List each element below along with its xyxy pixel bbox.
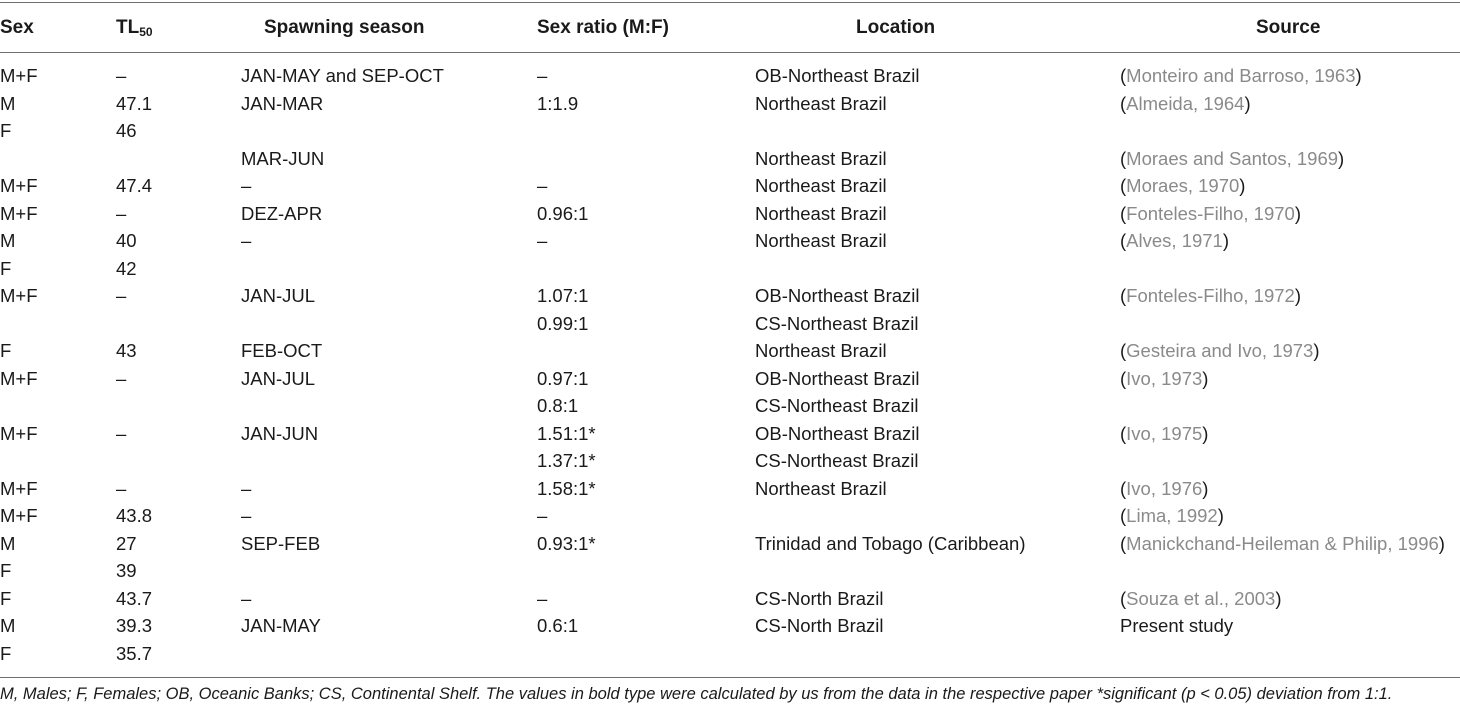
table-row: [0, 365, 1460, 393]
table-top-rule: [0, 2, 1460, 3]
cell-sex: F: [0, 340, 12, 361]
cell-source: [1120, 420, 1208, 448]
cell-sex: M+F: [0, 505, 38, 526]
cell-sex-ratio: 0.99:1: [537, 312, 589, 334]
table-body: [0, 62, 1460, 667]
cell-location: Trinidad and Tobago (Caribbean): [755, 532, 1026, 554]
cell-spawning-season: –: [241, 230, 252, 251]
cell-location: CS-North Brazil: [755, 587, 884, 609]
source-paren-open: (: [1120, 340, 1127, 361]
source-reference-link[interactable]: Monteiro and Barroso, 1963: [1126, 65, 1356, 86]
table-row: [0, 392, 1460, 420]
cell-location: Northeast Brazil: [755, 477, 887, 499]
cell-tl50: –: [116, 285, 127, 306]
source-reference-link[interactable]: Lima, 1992: [1126, 505, 1218, 526]
header-tl-main: TL: [116, 17, 140, 38]
source-reference-link[interactable]: Ivo, 1975: [1126, 422, 1203, 444]
source-paren-open: (: [1120, 65, 1127, 86]
source-paren-close: ): [1355, 65, 1362, 86]
cell-sex-ratio: 0.97:1: [537, 367, 589, 389]
source-paren-close: ): [1222, 230, 1230, 251]
table-row: [0, 585, 1460, 613]
cell-sex-ratio: 0.8:1: [537, 395, 579, 416]
cell-tl50: 46: [116, 120, 137, 141]
cell-sex-ratio: 1.58:1*: [537, 477, 596, 499]
source-reference-link[interactable]: Moraes, 1970: [1126, 175, 1240, 196]
cell-spawning-season: JAN-MAR: [241, 92, 324, 114]
source-text: Present study: [1120, 615, 1234, 636]
cell-sex-ratio: 1.37:1*: [537, 450, 596, 471]
cell-spawning-season: –: [241, 587, 252, 609]
cell-sex: M: [0, 532, 16, 554]
cell-location: Northeast Brazil: [755, 230, 887, 251]
source-paren-close: ): [1275, 587, 1282, 609]
table-row: [0, 557, 1460, 585]
cell-sex-ratio: 1.51:1*: [537, 422, 596, 444]
table-row: [0, 227, 1460, 255]
cell-source: [1120, 62, 1362, 90]
cell-source: [1120, 612, 1233, 640]
cell-tl50: 39.3: [116, 615, 153, 636]
cell-tl50: 42: [116, 257, 137, 279]
table-row: [0, 420, 1460, 448]
cell-tl50: –: [116, 202, 127, 224]
table-header-rule: [0, 52, 1460, 53]
cell-sex: M+F: [0, 202, 38, 224]
cell-source: [1120, 475, 1208, 503]
source-paren-open: (: [1120, 147, 1127, 169]
cell-tl50: 39: [116, 560, 137, 581]
cell-location: CS-Northeast Brazil: [755, 395, 919, 416]
table-row: [0, 145, 1460, 173]
source-paren-open: (: [1120, 587, 1127, 609]
table-row: [0, 640, 1460, 668]
cell-location: Northeast Brazil: [755, 92, 887, 114]
source-reference-link[interactable]: Almeida, 1964: [1126, 92, 1245, 114]
cell-spawning-season: JAN-JUL: [241, 367, 316, 389]
cell-sex: F: [0, 642, 12, 664]
cell-location: OB-Northeast Brazil: [755, 65, 920, 86]
cell-source: [1120, 90, 1251, 118]
table-row: [0, 612, 1460, 640]
cell-sex-ratio: 0.93:1*: [537, 532, 596, 554]
source-paren-open: (: [1120, 92, 1127, 114]
source-paren-close: ): [1239, 175, 1246, 196]
source-paren-close: ): [1313, 340, 1320, 361]
cell-location: CS-Northeast Brazil: [755, 450, 919, 471]
source-paren-open: (: [1120, 532, 1127, 554]
header-spawning-season: Spawning season: [264, 17, 425, 38]
cell-sex: M+F: [0, 65, 38, 86]
cell-sex: F: [0, 257, 12, 279]
source-paren-open: (: [1120, 202, 1127, 224]
header-tl-sub: 50: [139, 25, 153, 39]
cell-tl50: 35.7: [116, 642, 153, 664]
source-reference-link[interactable]: Souza et al., 2003: [1126, 587, 1276, 609]
cell-spawning-season: JAN-JUN: [241, 422, 319, 444]
source-paren-open: (: [1120, 285, 1127, 306]
cell-source: [1120, 530, 1445, 558]
cell-sex-ratio: –: [537, 65, 548, 86]
cell-sex: M+F: [0, 367, 38, 389]
cell-source: [1120, 227, 1229, 255]
source-paren-close: ): [1294, 285, 1301, 306]
table-row: [0, 475, 1460, 503]
cell-tl50: 43.8: [116, 505, 153, 526]
cell-tl50: 43: [116, 340, 137, 361]
source-reference-link[interactable]: Ivo, 1976: [1126, 477, 1203, 499]
cell-sex-ratio: 1.07:1: [537, 285, 589, 306]
cell-location: OB-Northeast Brazil: [755, 285, 920, 306]
cell-sex: M+F: [0, 285, 38, 306]
cell-spawning-season: FEB-OCT: [241, 340, 323, 361]
cell-sex: M: [0, 92, 16, 114]
cell-source: [1120, 282, 1301, 310]
cell-spawning-season: JAN-JUL: [241, 285, 316, 306]
cell-spawning-season: JAN-MAY: [241, 615, 321, 636]
cell-spawning-season: SEP-FEB: [241, 532, 321, 554]
table-row: [0, 502, 1460, 530]
cell-sex-ratio: –: [537, 175, 548, 196]
cell-spawning-season: DEZ-APR: [241, 202, 323, 224]
table-row: [0, 62, 1460, 90]
cell-spawning-season: MAR-JUN: [241, 147, 325, 169]
source-reference-link[interactable]: Gesteira and Ivo, 1973: [1126, 340, 1314, 361]
source-paren-open: (: [1120, 230, 1127, 251]
cell-sex: F: [0, 120, 12, 141]
cell-sex: M+F: [0, 477, 38, 499]
source-paren-close: ): [1202, 422, 1209, 444]
cell-tl50: –: [116, 65, 127, 86]
source-paren-close: ): [1294, 202, 1301, 224]
table-row: [0, 310, 1460, 338]
header-sex: Sex: [0, 17, 34, 38]
cell-location: OB-Northeast Brazil: [755, 422, 920, 444]
source-paren-open: (: [1120, 367, 1127, 389]
cell-location: OB-Northeast Brazil: [755, 367, 920, 389]
table-row: [0, 530, 1460, 558]
cell-sex: M+F: [0, 175, 38, 196]
cell-source: [1120, 365, 1208, 393]
cell-tl50: 43.7: [116, 587, 153, 609]
cell-sex-ratio: 1:1.9: [537, 92, 579, 114]
table-footnote: M, Males; F, Females; OB, Oceanic Banks; CS, Continental Shelf. The values in bold type were calculated by us from the data in the respective paper *significant (p < 0.05) deviation from 1:1.: [0, 685, 1393, 703]
cell-sex-ratio: –: [537, 230, 548, 251]
cell-sex: M: [0, 615, 16, 636]
table-row: [0, 200, 1460, 228]
cell-source: [1120, 337, 1320, 365]
source-paren-open: (: [1120, 477, 1127, 499]
source-reference-link[interactable]: Fonteles-Filho, 1970: [1126, 202, 1295, 224]
table-row: [0, 117, 1460, 145]
header-tl50: [116, 15, 153, 41]
cell-spawning-season: –: [241, 175, 252, 196]
cell-tl50: 40: [116, 230, 137, 251]
table-row: [0, 172, 1460, 200]
cell-source: [1120, 172, 1245, 200]
cell-source: [1120, 200, 1301, 228]
source-reference-link[interactable]: Fonteles-Filho, 1972: [1126, 285, 1295, 306]
header-location: Location: [856, 17, 936, 38]
source-paren-open: (: [1120, 175, 1127, 196]
cell-spawning-season: –: [241, 477, 252, 499]
cell-sex-ratio: –: [537, 505, 548, 526]
table-row: [0, 90, 1460, 118]
source-reference-link[interactable]: Alves, 1971: [1126, 230, 1223, 251]
source-reference-link[interactable]: Ivo, 1973: [1126, 367, 1203, 389]
cell-tl50: –: [116, 477, 127, 499]
source-paren-close: ): [1217, 505, 1224, 526]
cell-tl50: 47.1: [116, 92, 153, 114]
table-row: [0, 447, 1460, 475]
cell-location: Northeast Brazil: [755, 202, 887, 224]
cell-sex: F: [0, 587, 12, 609]
cell-sex-ratio: 0.96:1: [537, 202, 589, 224]
table-row: [0, 282, 1460, 310]
cell-location: Northeast Brazil: [755, 175, 887, 196]
header-source: Source: [1256, 17, 1321, 38]
cell-location: CS-Northeast Brazil: [755, 312, 919, 334]
cell-tl50: 27: [116, 532, 137, 554]
cell-spawning-season: –: [241, 505, 252, 526]
cell-sex: M+F: [0, 422, 38, 444]
cell-tl50: 47.4: [116, 175, 153, 196]
source-paren-open: (: [1120, 422, 1127, 444]
table-header: [0, 15, 1460, 41]
cell-source: [1120, 502, 1224, 530]
cell-location: CS-North Brazil: [755, 615, 884, 636]
cell-sex: M: [0, 230, 16, 251]
source-reference-link[interactable]: Manickchand-Heileman & Philip, 1996: [1126, 532, 1439, 554]
source-paren-open: (: [1120, 505, 1127, 526]
source-reference-link[interactable]: Moraes and Santos, 1969: [1126, 147, 1339, 169]
cell-source: [1120, 145, 1344, 173]
source-paren-close: ): [1438, 532, 1445, 554]
cell-location: Northeast Brazil: [755, 147, 887, 169]
table-row: [0, 255, 1460, 283]
cell-sex: F: [0, 560, 12, 581]
cell-sex-ratio: 0.6:1: [537, 615, 579, 636]
source-paren-close: ): [1202, 477, 1209, 499]
cell-sex-ratio: –: [537, 587, 548, 609]
source-paren-close: ): [1202, 367, 1209, 389]
cell-spawning-season: JAN-MAY and SEP-OCT: [241, 65, 444, 86]
source-paren-close: ): [1338, 147, 1345, 169]
cell-tl50: –: [116, 422, 127, 444]
cell-source: [1120, 585, 1281, 613]
source-paren-close: ): [1244, 92, 1251, 114]
header-sex-ratio: Sex ratio (M:F): [537, 17, 669, 38]
cell-tl50: –: [116, 367, 127, 389]
cell-location: Northeast Brazil: [755, 340, 887, 361]
table-bottom-rule: [0, 677, 1460, 678]
table-row: [0, 337, 1460, 365]
